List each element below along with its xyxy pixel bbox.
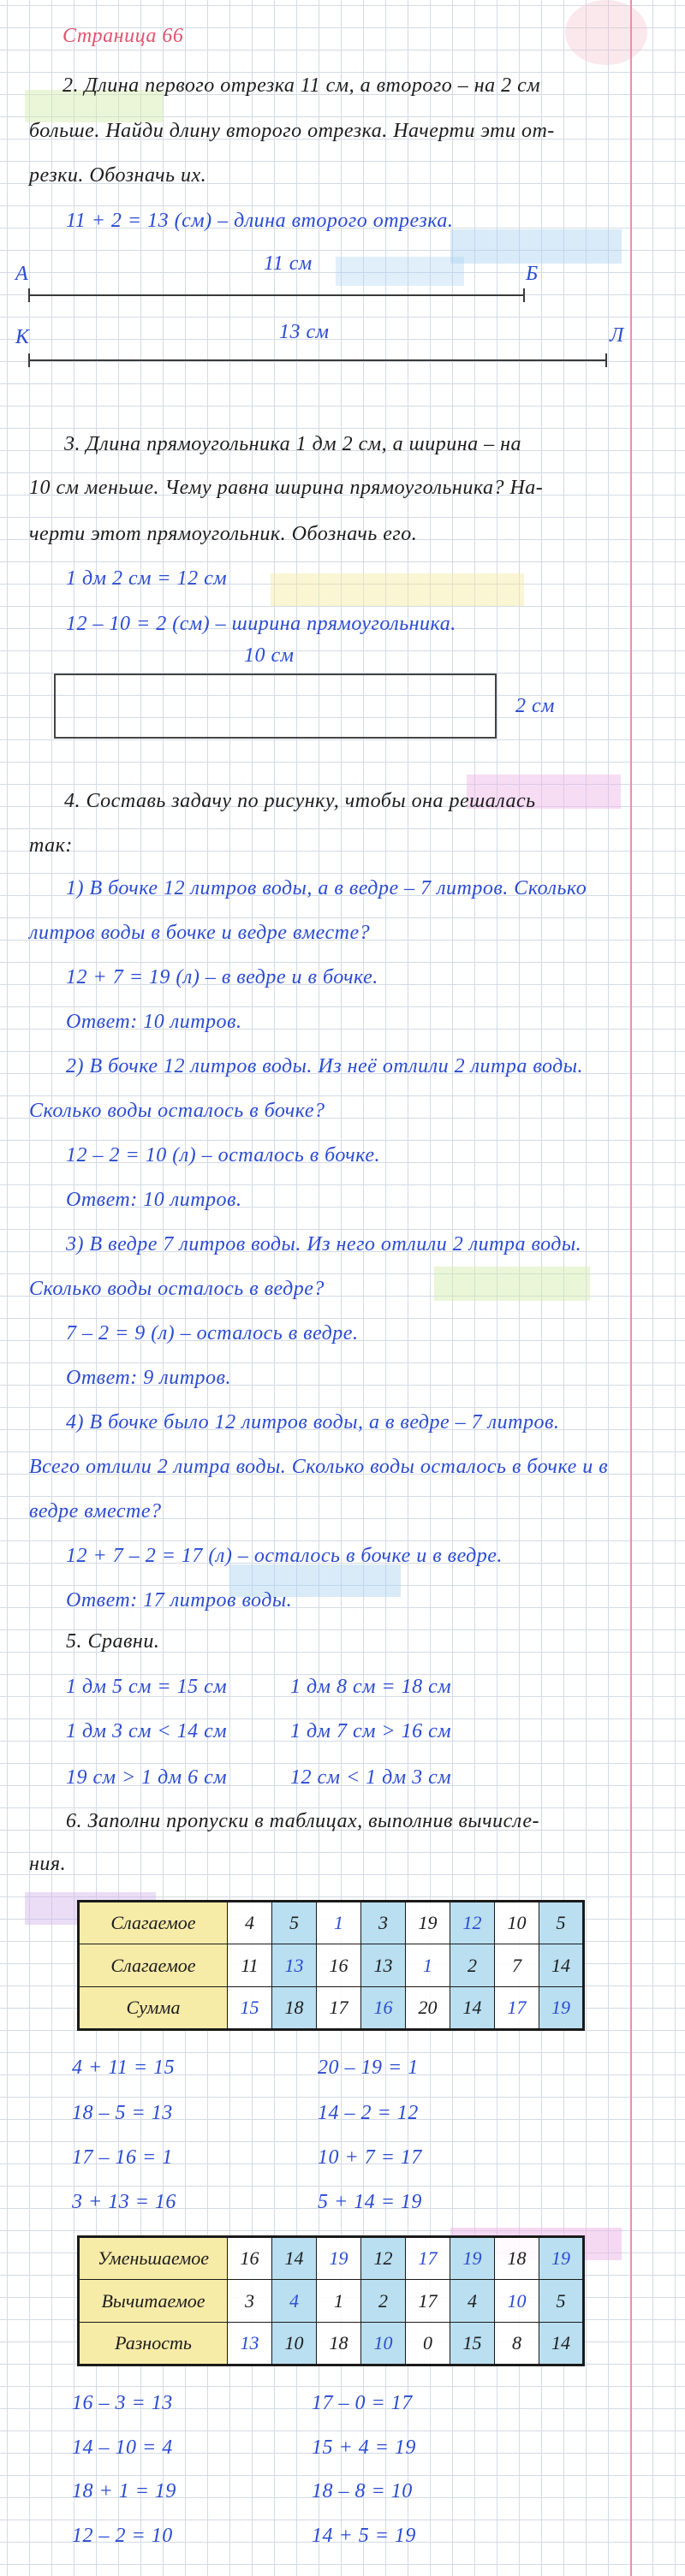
task4-answer-line: 3) В ведре 7 литров воды. Из него отлили 2 литра воды. — [66, 1233, 582, 1255]
watermark — [450, 229, 622, 264]
table-cell: 1 — [406, 1944, 450, 1987]
segment-ab-end-label: Б — [526, 263, 539, 285]
table-row-label: Вычитаемое — [79, 2280, 228, 2323]
task4-answer-line: Всего отлили 2 литра воды. Сколько воды осталось в бочке и в — [29, 1456, 609, 1478]
table-cell: 10 — [495, 2280, 539, 2323]
table2-calculation: 17 – 0 = 17 — [312, 2392, 413, 2414]
task4-text-line: так: — [29, 834, 73, 857]
table2-calculation: 14 – 10 = 4 — [72, 2437, 173, 2459]
table-cell: 16 — [361, 1987, 406, 2030]
table-row — [79, 1902, 584, 1944]
task5-comparison: 1 дм 8 см = 18 см — [290, 1676, 452, 1698]
segment-kl-end-tick — [605, 353, 607, 367]
task4-answer-line: Ответ: 9 литров. — [66, 1367, 231, 1389]
addition-table — [77, 1900, 585, 2031]
table-cell: 3 — [361, 1902, 406, 1944]
table-cell: 16 — [317, 1944, 361, 1987]
table-cell: 7 — [495, 1944, 539, 1987]
table-cell: 12 — [361, 2237, 406, 2280]
task4-answer-line: Ответ: 10 литров. — [66, 1189, 242, 1211]
table-cell: 15 — [228, 1987, 272, 2030]
segment-kl-start-tick — [28, 353, 30, 367]
table1-calculation: 4 + 11 = 15 — [72, 2057, 176, 2079]
task4-answer-line: 12 – 2 = 10 (л) – осталось в бочке. — [66, 1144, 381, 1166]
task4-answer-line: Ответ: 10 литров. — [66, 1011, 242, 1033]
table-cell: 18 — [495, 2237, 539, 2280]
table-row — [79, 2280, 584, 2323]
table-cell: 14 — [272, 2237, 317, 2280]
table-cell: 18 — [317, 2323, 361, 2365]
table-cell: 4 — [228, 1902, 272, 1944]
segment-ab-end-tick — [523, 288, 525, 302]
table2-calculation: 16 – 3 = 13 — [72, 2392, 173, 2414]
segment-ab-line — [29, 294, 524, 296]
watermark — [271, 573, 524, 606]
table-cell: 11 — [228, 1944, 272, 1987]
task2-text-line: 2. Длина первого отрезка 11 см, а второго – на 2 см — [63, 74, 541, 97]
task4-answer-line: 1) В бочке 12 литров воды, а в ведре – 7 литров. Сколько — [66, 877, 587, 899]
table-cell: 0 — [406, 2323, 450, 2365]
segment-ab-start-tick — [28, 288, 30, 302]
task2-text-line: резки. Обозначь их. — [29, 164, 207, 187]
table-cell: 17 — [317, 1987, 361, 2030]
table-row-label: Разность — [79, 2323, 228, 2365]
task3-text-line: 10 см меньше. Чему равна ширина прямоугольника? На- — [29, 477, 544, 499]
task4-answer-line: 12 + 7 = 19 (л) – в ведре и в бочке. — [66, 966, 378, 988]
task4-answer-line: 4) В бочке было 12 литров воды, а в ведре – 7 литров. — [66, 1411, 560, 1433]
task5-comparison: 1 дм 7 см > 16 см — [290, 1720, 452, 1742]
table2-calculation: 18 + 1 = 19 — [72, 2480, 176, 2502]
table-cell: 14 — [539, 2323, 584, 2365]
task4-text-line: 4. Составь задачу по рисунку, чтобы она решалась — [64, 790, 536, 812]
table-cell: 14 — [450, 1987, 495, 2030]
task4-answer-line: 12 + 7 – 2 = 17 (л) – осталось в бочке и в ведре. — [66, 1545, 503, 1567]
table-row-label: Слагаемое — [79, 1944, 228, 1987]
segment-kl-line — [29, 359, 606, 361]
rectangle-top-label: 10 см — [244, 644, 295, 667]
task5-title: 5. Сравни. — [66, 1630, 160, 1653]
table-row-label: Слагаемое — [79, 1902, 228, 1944]
table-cell: 13 — [272, 1944, 317, 1987]
segment-ab-start-label: А — [15, 263, 29, 285]
task4-answer-line: Сколько воды осталось в ведре? — [29, 1278, 325, 1300]
table-row — [79, 1944, 584, 1987]
table-row-label: Уменьшаемое — [79, 2237, 228, 2280]
task4-answer-line: 7 – 2 = 9 (л) – осталось в ведре. — [66, 1322, 359, 1344]
table-cell: 12 — [450, 1902, 495, 1944]
table-cell: 4 — [272, 2280, 317, 2323]
table2-calculation: 15 + 4 = 19 — [312, 2437, 416, 2459]
task5-comparison: 1 дм 5 см = 15 см — [66, 1676, 228, 1698]
segment-kl-length-label: 13 см — [279, 321, 330, 343]
table-cell: 8 — [495, 2323, 539, 2365]
task4-answer-line: Сколько воды осталось в бочке? — [29, 1100, 325, 1122]
rectangle-side-label: 2 см — [515, 695, 555, 717]
table-cell: 5 — [539, 1902, 584, 1944]
segment-kl-start-label: К — [15, 326, 30, 348]
task5-comparison: 12 см < 1 дм 3 см — [290, 1766, 452, 1789]
task3-text-line: черти этот прямоугольник. Обозначь его. — [29, 523, 418, 545]
table1-calculation: 18 – 5 = 13 — [72, 2102, 173, 2124]
table-row — [79, 2237, 584, 2280]
table-cell: 19 — [450, 2237, 495, 2280]
table-cell: 4 — [450, 2280, 495, 2323]
table-row — [79, 1987, 584, 2030]
table2-calculation: 14 + 5 = 19 — [312, 2525, 416, 2547]
table-cell: 19 — [317, 2237, 361, 2280]
table-cell: 13 — [361, 1944, 406, 1987]
task4-answer-line: ведре вместе? — [29, 1500, 162, 1522]
table-cell: 2 — [361, 2280, 406, 2323]
table-cell: 17 — [406, 2280, 450, 2323]
table1-calculation: 5 + 14 = 19 — [318, 2191, 422, 2213]
task5-comparison: 19 см > 1 дм 6 см — [66, 1766, 228, 1789]
table-cell: 3 — [228, 2280, 272, 2323]
table-cell: 20 — [406, 1987, 450, 2030]
subtraction-table — [77, 2235, 585, 2366]
table1-calculation: 17 – 16 = 1 — [72, 2146, 173, 2169]
notebook-margin-line — [630, 0, 632, 2576]
table1-calculation: 3 + 13 = 16 — [72, 2191, 176, 2213]
task3-solution-line: 12 – 10 = 2 (см) – ширина прямоугольника. — [66, 613, 456, 635]
task4-answer-line: 2) В бочке 12 литров воды. Из неё отлили 2 литра воды. — [66, 1055, 584, 1077]
table-cell: 10 — [495, 1902, 539, 1944]
task2-text-line: больше. Найди длину второго отрезка. Начерти эти от- — [29, 120, 555, 142]
table-cell: 10 — [272, 2323, 317, 2365]
table2-calculation: 12 – 2 = 10 — [72, 2525, 173, 2547]
segment-ab-length-label: 11 см — [264, 252, 313, 275]
table-cell: 15 — [450, 2323, 495, 2365]
task4-answer-line: литров воды в бочке и ведре вместе? — [29, 922, 371, 944]
table-cell: 1 — [317, 2280, 361, 2323]
task6-text-line: 6. Заполни пропуски в таблицах, выполнив вычисле- — [66, 1810, 539, 1832]
table-cell: 17 — [406, 2237, 450, 2280]
table-cell: 14 — [539, 1944, 584, 1987]
table-cell: 19 — [406, 1902, 450, 1944]
table-cell: 16 — [228, 2237, 272, 2280]
table-cell: 5 — [539, 2280, 584, 2323]
table-row — [79, 2323, 584, 2365]
table-cell: 10 — [361, 2323, 406, 2365]
task5-comparison: 1 дм 3 см < 14 см — [66, 1720, 228, 1742]
watermark — [336, 257, 464, 286]
table-cell: 13 — [228, 2323, 272, 2365]
table1-calculation: 20 – 19 = 1 — [318, 2057, 419, 2079]
logo-watermark — [565, 0, 647, 65]
table2-calculation: 18 – 8 = 10 — [312, 2480, 413, 2502]
task3-text-line: 3. Длина прямоугольника 1 дм 2 см, а ширина – на — [64, 433, 522, 455]
task6-text-line: ния. — [29, 1853, 67, 1875]
page-number-label: Страница 66 — [63, 25, 184, 47]
table-cell: 19 — [539, 2237, 584, 2280]
table-cell: 19 — [539, 1987, 584, 2030]
task2-solution: 11 + 2 = 13 (см) – длина второго отрезка. — [66, 210, 454, 232]
table-cell: 1 — [317, 1902, 361, 1944]
watermark — [434, 1267, 590, 1301]
table-cell: 18 — [272, 1987, 317, 2030]
table-cell: 5 — [272, 1902, 317, 1944]
table-row-label: Сумма — [79, 1987, 228, 2030]
table-cell: 2 — [450, 1944, 495, 1987]
rectangle-drawing — [54, 674, 497, 739]
table1-calculation: 14 – 2 = 12 — [318, 2102, 419, 2124]
table1-calculation: 10 + 7 = 17 — [318, 2146, 422, 2169]
task3-solution-line: 1 дм 2 см = 12 см — [66, 567, 228, 590]
table-cell: 17 — [495, 1987, 539, 2030]
task4-answer-line: Ответ: 17 литров воды. — [66, 1589, 293, 1611]
segment-kl-end-label: Л — [610, 324, 624, 347]
